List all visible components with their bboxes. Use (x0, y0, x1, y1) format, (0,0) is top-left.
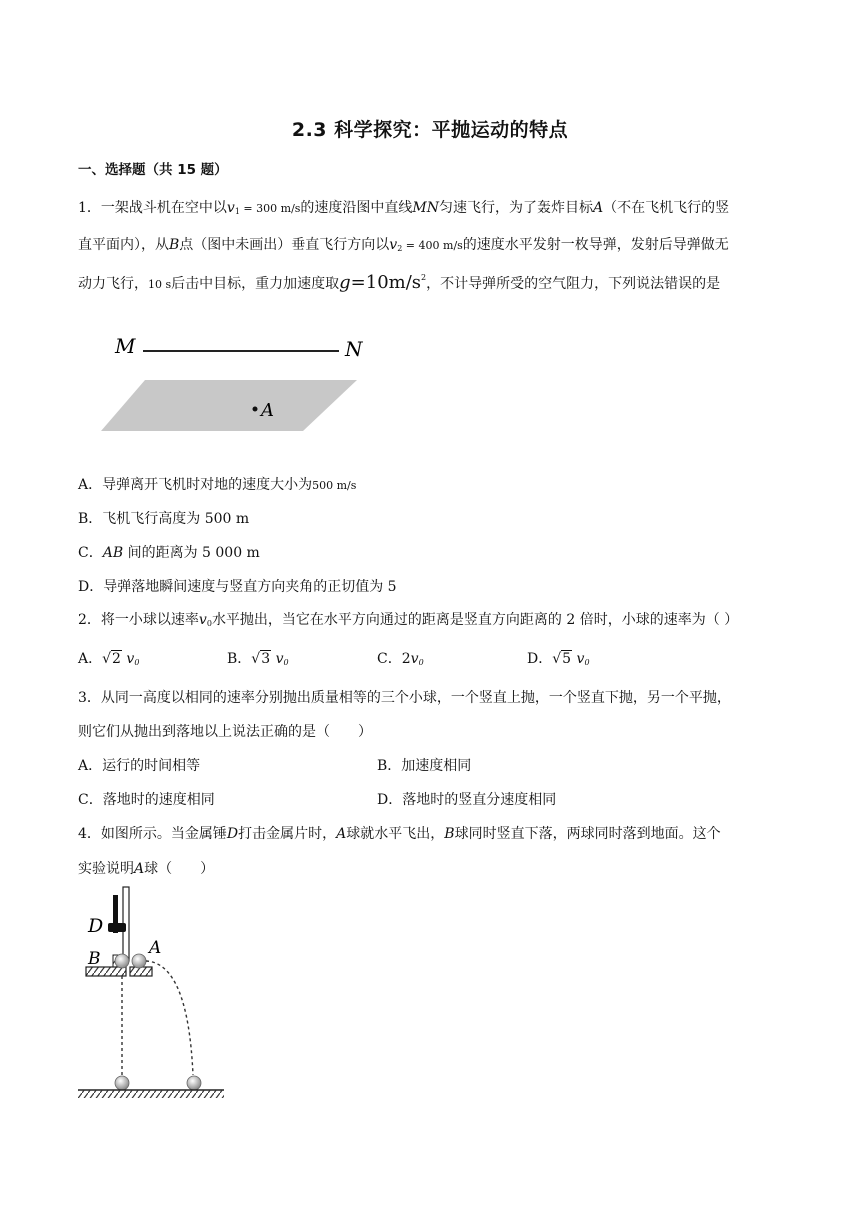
var-b: B (444, 826, 455, 842)
question-1-option-c (78, 542, 260, 562)
page-title: 2.3 科学探究：平抛运动的特点 (291, 119, 569, 141)
text: ，不计导弹所受的空气阻力，下列说法错误的是 (426, 276, 721, 292)
text: 1．一架战斗机在空中以 (78, 200, 227, 216)
text: 后击中目标，重力加速度取 (171, 276, 340, 292)
var-v1: v (226, 200, 235, 216)
sub: 0 (283, 658, 289, 667)
sqrt: √3 (251, 651, 271, 667)
text: 球同时竖直下落，两球同时落到地面。这个 (454, 826, 721, 842)
ball-a-start (132, 954, 146, 968)
text: 匀速飞行，为了轰炸目标 (439, 200, 594, 216)
value-time: 10 s (148, 278, 172, 291)
sub: 0 (584, 658, 590, 667)
radicand: 5 (562, 651, 572, 667)
value-v2: = 400 m/s (402, 239, 463, 252)
var-b: B (169, 237, 180, 253)
fig1-plane (101, 380, 357, 431)
question-2-option-a (78, 648, 139, 668)
var-v: v (126, 651, 135, 667)
ball-b-start (115, 954, 129, 968)
sqrt: √2 (102, 651, 121, 667)
fig4-label-a: A (149, 938, 162, 958)
question-1-line-3 (78, 272, 720, 293)
value-v1: = 300 m/s (239, 202, 301, 215)
text: 球（ ） (144, 861, 215, 877)
fig1-label-m: M (115, 334, 136, 358)
var-v: v (198, 612, 207, 628)
text: 直平面内），从 (78, 237, 169, 253)
platform-right (130, 967, 152, 976)
fig1-label-n: N (345, 337, 363, 361)
question-3-line-1: 3．从同一高度以相同的速率分别抛出质量相等的三个小球，一个竖直上抛，一个竖直下抛，另一个平抛， (78, 690, 731, 706)
sub: 0 (418, 658, 424, 667)
var-g: g (339, 272, 351, 293)
text: 的速度水平发射一枚导弹，发射后导弹做无 (462, 237, 729, 253)
question-3-option-c: C．落地时的速度相同 (78, 792, 215, 808)
fig1-label-a: A (261, 400, 274, 421)
text: 间的距离为 5 000 m (123, 545, 260, 561)
fig4-label-d: D (88, 915, 104, 937)
var-v: v (576, 651, 585, 667)
ball-a-end (187, 1076, 201, 1090)
question-1-option-a (78, 474, 356, 494)
ball-b-end (115, 1076, 129, 1090)
hammer-head (108, 923, 126, 932)
label: A． (78, 651, 103, 667)
question-3-option-d: D．落地时的竖直分速度相同 (377, 792, 557, 808)
var-v: v (410, 651, 419, 667)
question-2-option-c (377, 648, 424, 668)
label: C． (377, 651, 402, 667)
question-1-line-2 (78, 234, 729, 254)
text: 的速度沿图中直线 (300, 200, 413, 216)
label: B． (227, 651, 252, 667)
coef: 2 (401, 651, 411, 667)
text: 点（图中未画出）垂直飞行方向以 (179, 237, 390, 253)
text: 动力飞行， (78, 276, 148, 292)
question-3-line-2: 则它们从抛出到落地以上说法正确的是（ ） (78, 724, 372, 740)
label: D． (527, 651, 553, 667)
text: 2．将一小球以速率 (78, 612, 199, 628)
value-g: =10 (350, 272, 389, 293)
section-heading: 一、选择题（共 15 题） (78, 162, 228, 178)
radicand: 3 (261, 651, 271, 667)
text: 实验说明 (78, 861, 134, 877)
var-a: A (593, 200, 604, 216)
text: A．导弹离开飞机时对地的速度大小为 (78, 477, 313, 493)
exp: 2 (421, 273, 427, 282)
ground-hatch (78, 1090, 224, 1098)
question-2-option-b (227, 648, 289, 668)
var-ab: AB (102, 545, 124, 561)
sub: 1 (234, 207, 240, 216)
var-d: D (226, 826, 239, 842)
sub: 0 (134, 658, 140, 667)
sub: 2 (397, 244, 403, 253)
var-v: v (275, 651, 284, 667)
question-1-line-1 (78, 197, 729, 217)
text: （不在飞机飞行的竖 (603, 200, 730, 216)
trajectory-a (146, 961, 193, 1075)
text: 4．如图所示。当金属锤 (78, 826, 227, 842)
figure-4-projectile-apparatus (76, 885, 228, 1105)
figure-1-plane-diagram (95, 330, 385, 440)
question-3-option-a: A．运行的时间相等 (78, 758, 201, 774)
question-2-stem (78, 609, 738, 629)
question-2-option-d (527, 648, 590, 668)
unit-g: m/s (388, 272, 422, 293)
fig4-label-b: B (88, 949, 101, 969)
question-1-option-b: B．飞机飞行高度为 500 m (78, 511, 250, 527)
question-4-line-2 (78, 858, 214, 878)
text: 打击金属片时， (238, 826, 337, 842)
question-3-option-b: B．加速度相同 (377, 758, 472, 774)
text: C． (78, 545, 103, 561)
sqrt: √5 (552, 651, 572, 667)
radicand: 2 (112, 651, 121, 667)
var-mn: MN (412, 200, 440, 216)
sub: 0 (206, 619, 212, 628)
var-v2: v (389, 237, 398, 253)
question-4-line-1 (78, 823, 721, 843)
fig1-target-point (253, 407, 258, 412)
text: 水平抛出，当它在水平方向通过的距离是竖直方向距离的 2 倍时，小球的速率为（ ） (211, 612, 739, 628)
value: 500 m/s (312, 479, 357, 492)
var-a: A (134, 861, 145, 877)
question-1-option-d: D．导弹落地瞬间速度与竖直方向夹角的正切值为 5 (78, 579, 397, 595)
text: 球就水平飞出， (346, 826, 445, 842)
var-a: A (336, 826, 347, 842)
